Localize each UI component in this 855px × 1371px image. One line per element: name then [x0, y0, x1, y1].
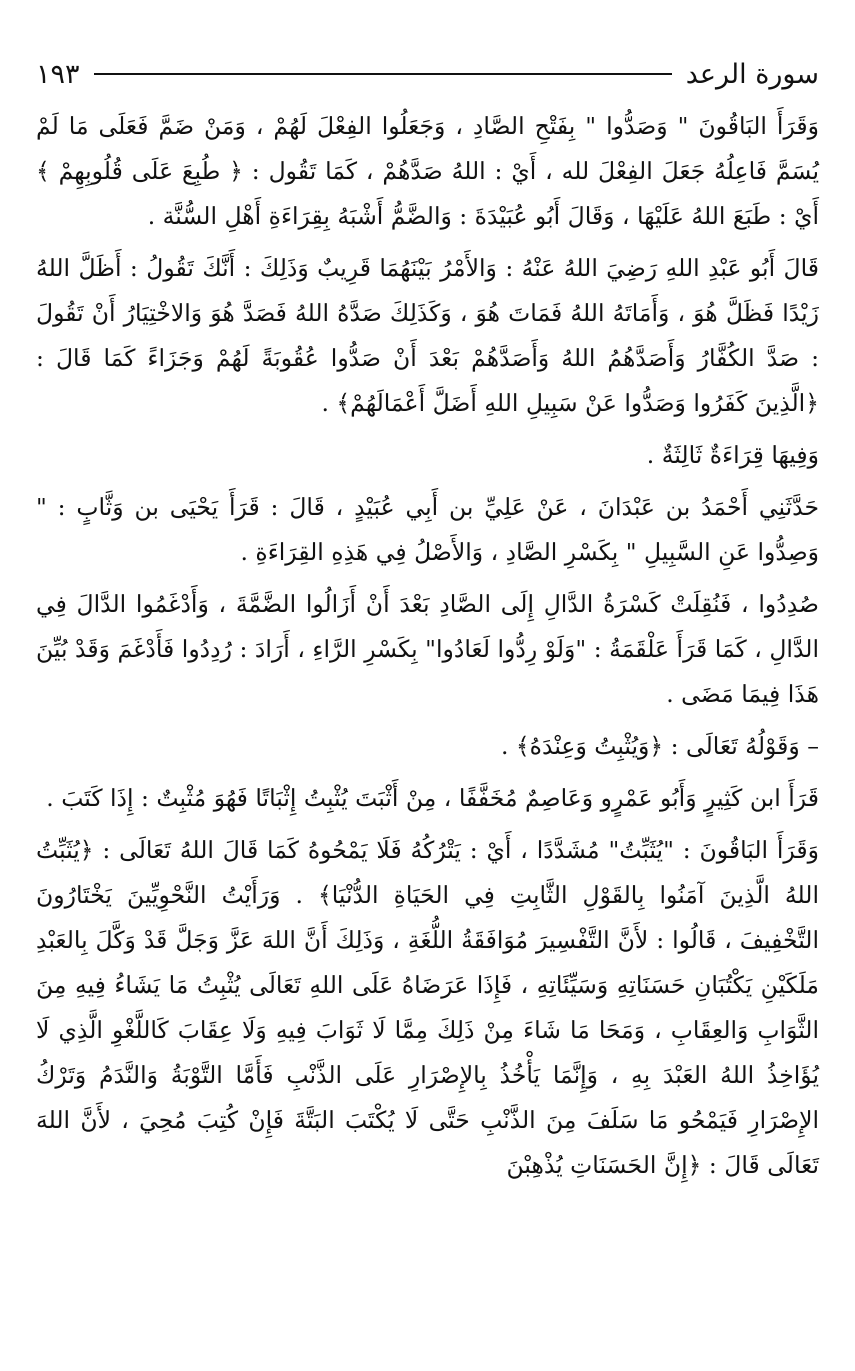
surah-title: سورة الرعد — [685, 58, 819, 90]
book-page — [36, 52, 819, 1363]
paragraph: وَفِيهَا قِرَاءَةٌ ثَالِثَةٌ . — [646, 441, 819, 469]
paragraph: حَدَّثَنِي أَحْمَدُ بن عَبْدَانَ ، عَنْ عَلِيِّ بن أَبِي عُبَيْدٍ ، قَالَ : قَرَأَ يَحْيَى بن وَثَّابٍ : " وَصِدُّوا عَنِ السَّبِيلِ " بِكَسْرِ الصَّادِ ، وَالأَصْلُ فِي هَذِهِ القِرَاءَةِ . — [36, 493, 819, 566]
paragraph: صُدِدُوا ، فَنُقِلَتْ كَسْرَةُ الدَّالِ إِلَى الصَّادِ بَعْدَ أَنْ أَزَالُوا الضَّمَّةَ ، وَأَدْغَمُوا الدَّالَ فِي الدَّالِ ، كَمَا قَرَأَ عَلْقَمَةُ : "وَلَوْ رِدُّوا لَعَادُوا" بِكَسْرِ الرَّاءِ ، أَرَادَ : رُدِدُوا فَأَدْغَمَ وَقَدْ بُيِّنَ هَذَا فِيمَا مَضَى . — [36, 590, 819, 708]
header-rule — [94, 73, 672, 75]
paragraph: – وَقَوْلُهُ تَعَالَى : ﴿وَيُثْبِتُ وَعِنْدَهُ﴾ . — [500, 732, 819, 760]
page-body — [36, 104, 819, 1188]
paragraph: وَقَرَأَ البَاقُونَ " وَصَدُّوا " بِفَتْحِ الصَّادِ ، وَجَعَلُوا الفِعْلَ لَهُمْ ، وَمَنْ ضَمَّ فَعَلَى مَا لَمْ يُسَمَّ فَاعِلُهُ جَعَلَ الفِعْلَ لله ، أَيْ : اللهُ صَدَّهُمْ ، كَمَا تَقُول : ﴿ طُبِعَ عَلَى قُلُوبِهِمْ ﴾ أَيْ : طَبَعَ اللهُ عَلَيْهَا ، وَقَالَ أَبُو عُبَيْدَةَ : وَالضَّمُّ أَشْبَهُ بِقِرَاءَةِ أَهْلِ السُّنَّة . — [36, 112, 819, 230]
paragraph: قَالَ أَبُو عَبْدِ اللهِ رَضِيَ اللهُ عَنْهُ : وَالأَمْرُ بَيْنَهُمَا قَرِيبٌ وَذَلِكَ : أَنَّكَ تَقُولُ : أَظَلَّ اللهُ زَيْدًا فَظَلَّ هُوَ ، وَأَمَاتَهُ اللهُ فَمَاتَ هُوَ ، وَكَذَلِكَ صَدَّهُ اللهُ فَصَدَّ هُوَ وَالاخْتِيَارُ أَنْ تَقُولَ : صَدَّ الكُفَّارُ وَأَصَدَّهُمُ اللهُ وَأَصَدَّهُمْ بَعْدَ أَنْ صَدُّوا عُقُوبَةً لَهُمْ وَجَزَاءً كَمَا قَالَ : ﴿الَّذِينَ كَفَرُوا وَصَدُّوا عَنْ سَبِيلِ اللهِ أَضَلَّ أَعْمَالَهُمْ﴾ . — [36, 254, 819, 417]
page-number: ١٩٣ — [36, 58, 80, 90]
paragraph: وَقَرَأَ البَاقُونَ : "يُثَبِّتُ" مُشَدَّدًا ، أَيْ : يَتْرُكُهُ فَلَا يَمْحُوهُ كَمَا قَالَ اللهُ تَعَالَى : ﴿يُثَبِّتُ اللهُ الَّذِينَ آمَنُوا بِالقَوْلِ الثَّابِتِ فِي الحَيَاةِ الدُّنْيَا﴾ . وَرَأَيْتُ النَّحْوِيِّينَ يَخْتَارُونَ التَّخْفِيفَ ، قَالُوا : لأَنَّ التَّفْسِيرَ مُوَافَقَةُ اللُّغَةِ ، وَذَلِكَ أَنَّ اللهَ عَزَّ وَجَلَّ قَدْ وَكَّلَ بِالعَبْدِ مَلَكَيْنِ يَكْتُبَانِ حَسَنَاتِهِ وَسَيِّئَاتِهِ ، فَإِذَا عَرَضَاهُ عَلَى اللهِ تَعَالَى يُثْبِتُ مَا يَشَاءُ فِيهِ مِنَ الثَّوَابِ وَالعِقَابِ ، وَمَحَا مَا شَاءَ مِنْ ذَلِكَ مِمَّا لَا ثَوَابَ فِيهِ وَلَا عِقَابَ كَاللَّغْوِ الَّذِي لَا يُؤَاخِذُ اللهُ العَبْدَ بِهِ ، وَإِنَّمَا يَأْخُذُ بِالإِصْرَارِ عَلَى الذَّنْبِ فَأَمَّا التَّوْبَةُ وَالنَّدَمُ وَتَرْكُ الإِصْرَارِ فَيَمْحُو مَا سَلَفَ مِنَ الذَّنْبِ حَتَّى لَا يُكْتَبَ البَتَّةَ فَإِنْ كُتِبَ مُحِيَ ، لأَنَّ اللهَ تَعَالَى قَالَ : ﴿إِنَّ الحَسَنَاتِ يُذْهِبْنَ — [36, 836, 819, 1179]
paragraph: قَرَأَ ابن كَثِيرٍ وَأَبُو عَمْرٍو وَعَاصِمٌ مُخَفَّفًا ، مِنْ أَثْبَتَ يُثْبِتُ إِثْبَاتًا فَهُوَ مُثْبِتٌ : إِذَا كَتَبَ . — [46, 784, 819, 812]
page-header — [36, 52, 819, 96]
